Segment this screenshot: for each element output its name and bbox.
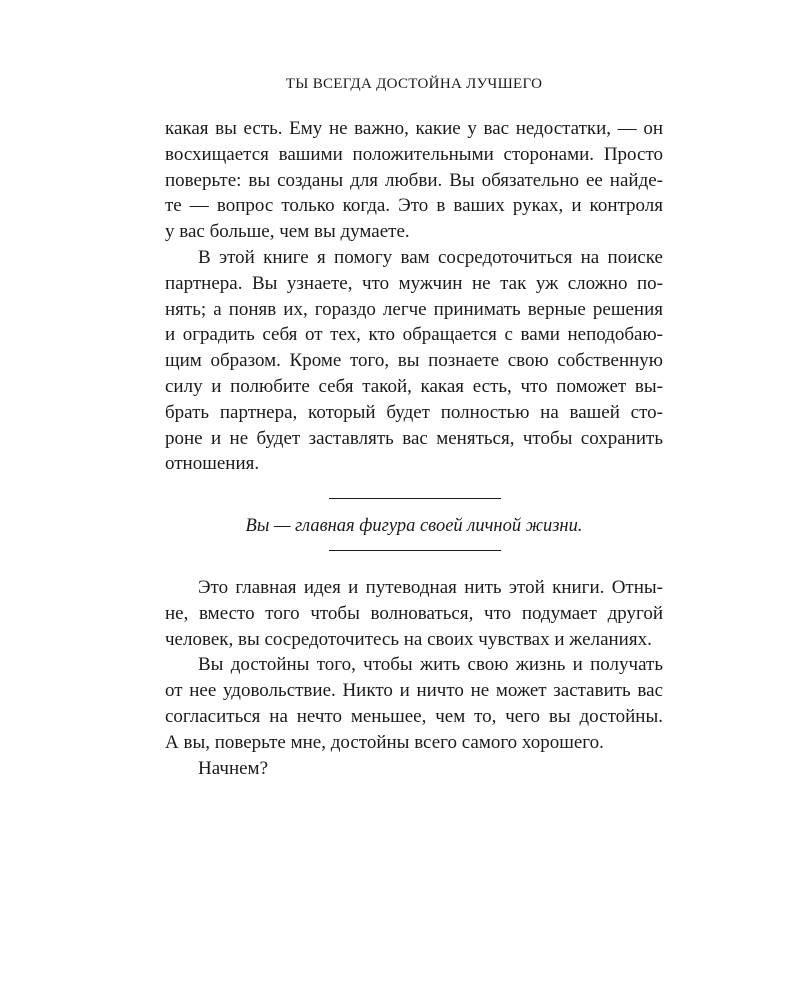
text-line: нять; а поняв их, гораздо легче принимать верные решения <box>165 298 663 320</box>
text-line: брать партнера, который будет полностью на вашей сто- <box>165 401 663 423</box>
text-line: какая вы есть. Ему не важно, какие у вас недостатки, — он <box>165 118 663 139</box>
text-line: те — вопрос только когда. Это в ваших руках, и контроля <box>165 195 663 217</box>
epigraph-quote: Вы — главная фигура своей личной жизни. <box>245 516 583 536</box>
text-line: отношения. <box>165 453 260 475</box>
text-line: Вы достойны того, чтобы жить свою жизнь и получать <box>198 654 663 676</box>
text-line: человек, вы сосредоточитесь на своих чувствах и желаниях. <box>165 628 652 650</box>
epigraph-rule-top <box>329 498 501 499</box>
text-line: Начнем? <box>198 757 269 779</box>
text-line: поверьте: вы созданы для любви. Вы обязательно ее найде- <box>165 169 663 191</box>
text-line: не, вместо того чтобы волноваться, что подумает другой <box>165 602 663 624</box>
text-line: у вас больше, чем вы думаете. <box>165 221 410 243</box>
text-line: восхищается вашими положительными сторонами. Просто <box>165 143 663 165</box>
text-line: В этой книге я помогу вам сосредоточиться на поиске <box>198 246 663 268</box>
text-line: щим образом. Кроме того, вы познаете свою собственную <box>165 350 663 372</box>
body-text-section-2 <box>165 575 663 781</box>
text-line: от нее удовольствие. Никто и ничто не может заставить вас <box>165 680 663 702</box>
text-line: Это главная идея и путеводная нить этой книги. Отны- <box>198 577 663 598</box>
text-line: партнера. Вы узнаете, что мужчин не так уж сложно по- <box>165 272 663 294</box>
text-line: А вы, поверьте мне, достойны всего самого хорошего. <box>165 731 604 753</box>
running-head: ТЫ ВСЕГДА ДОСТОЙНА ЛУЧШЕГО <box>285 76 543 92</box>
body-text-section-1 <box>165 116 663 477</box>
text-line: роне и не будет заставлять вас меняться, чтобы сохранить <box>165 427 663 449</box>
text-line: силу и полюбите себя такой, какая есть, что поможет вы- <box>165 375 663 397</box>
epigraph-rule-bottom <box>329 550 501 551</box>
text-line: согласиться на нечто меньшее, чем то, чего вы достойны. <box>165 705 663 727</box>
text-line: и оградить себя от тех, кто обращается с вами неподобаю- <box>165 324 663 346</box>
